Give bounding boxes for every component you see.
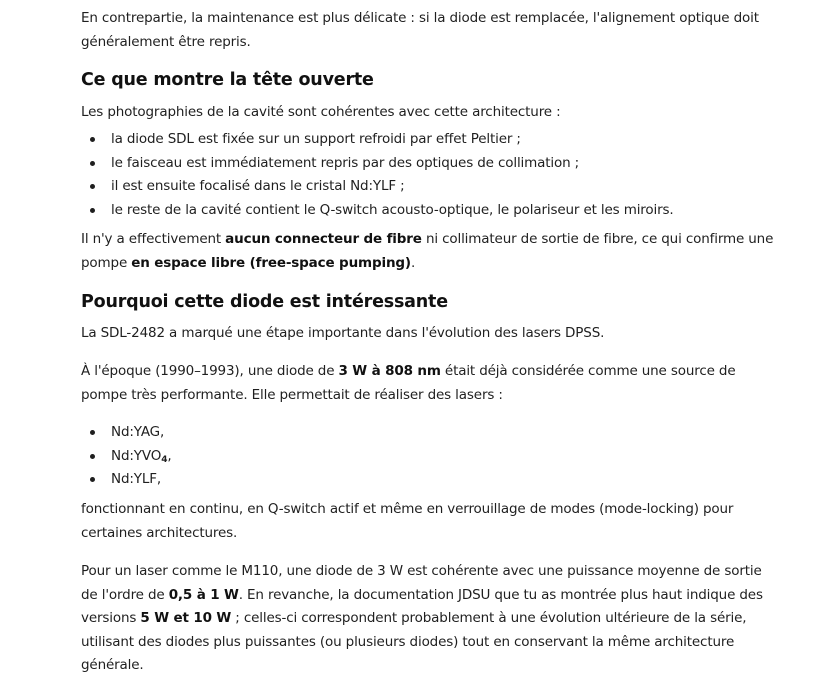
list-item: Nd:YAG,: [81, 421, 781, 445]
section1-bullet-list: [81, 128, 781, 222]
section1-conclusion: Il n'y a effectivement aucun connecteur de fibre ni collimateur de sortie de fibre, ce qui confirme une pompe en espace libre (free-space pumping).: [81, 231, 774, 271]
section2-paragraph-2: À l'époque (1990–1993), une diode de 3 W à 808 nm était déjà considérée comme une source de pompe très performante. Elle permettait de réaliser des lasers :: [81, 363, 736, 403]
emphasis-versions: 5 W et 10 W: [140, 610, 232, 626]
section1-lead: Les photographies de la cavité sont cohérentes avec cette architecture :: [81, 104, 561, 120]
emphasis-free-space: en espace libre (free-space pumping): [131, 254, 411, 271]
list-item: Nd:YLF,: [81, 468, 781, 492]
list-item: $Nd:YVO_4$,: [81, 445, 781, 469]
list-item: le reste de la cavité contient le Q-switch acousto-optique, le polariseur et les miroirs.: [81, 199, 781, 223]
list-item: il est ensuite focalisé dans le cristal Nd:YLF ;: [81, 175, 781, 199]
list-item: la diode SDL est fixée sur un support refroidi par effet Peltier ;: [81, 128, 781, 152]
section2-paragraph-3: fonctionnant en continu, en Q-switch actif et même en verrouillage de modes (mode-locking) pour certaines architectures.: [81, 501, 734, 541]
emphasis-output-power: 0,5 à 1 W: [168, 586, 239, 603]
emphasis-no-fiber-connector: aucun connecteur de fibre: [225, 231, 422, 247]
section2-paragraph-4: Pour un laser comme le M110, une diode de 3 W est cohérente avec une puissance moyenne de sortie de l'ordre de 0,5 à 1 W. En revanche, la documentation JDSU que tu as montrée plus haut indique des versions 5 W et 10 W ; celles-ci correspondent probablement à une évolution ultérieure de la série, utilisant des diodes plus puissantes (ou plusieurs diodes) tout en conservant la même architecture générale.: [81, 563, 763, 673]
section2-bullet-list: [81, 421, 781, 492]
intro-paragraph: En contrepartie, la maintenance est plus délicate : si la diode est remplacée, l'alignement optique doit généralement être repris.: [81, 10, 759, 50]
emphasis-diode-power: 3 W à 808 nm: [338, 363, 441, 379]
list-item: le faisceau est immédiatement repris par des optiques de collimation ;: [81, 152, 781, 176]
section-heading-why-diode: Pourquoi cette diode est intéressante: [81, 292, 448, 312]
section2-paragraph-1: La SDL-2482 a marqué une étape importante dans l'évolution des lasers DPSS.: [81, 325, 605, 341]
section-heading-open-head: Ce que montre la tête ouverte: [81, 70, 374, 90]
